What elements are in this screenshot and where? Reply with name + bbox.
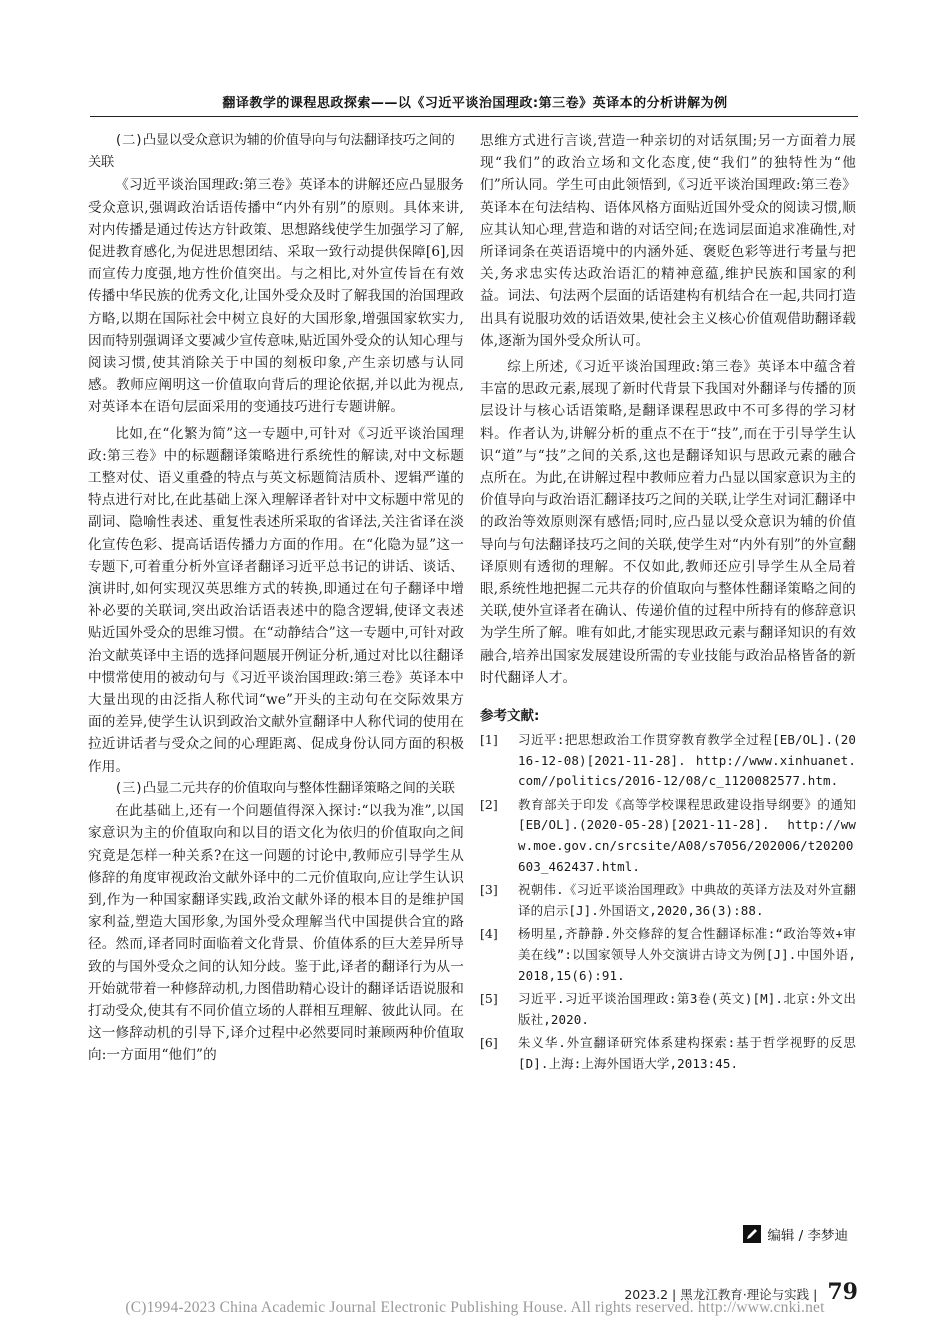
reference-list	[480, 730, 856, 1075]
right-column	[480, 130, 856, 1075]
reference-text: 朱义华.外宣翻译研究体系建构探索:基于哲学视野的反思[D].上海:上海外国语大学,2013:45.	[518, 1035, 856, 1071]
section-heading-3: (三)凸显二元共存的价值取向与整体性翻译策略之间的关联	[114, 780, 455, 796]
editor-name: 编辑 / 李梦迪	[767, 1228, 848, 1244]
reference-number: [4]	[480, 926, 498, 942]
reference-item	[480, 989, 856, 1030]
header-rule	[90, 116, 858, 117]
left-column	[88, 130, 464, 1067]
reference-text: 习近平:把思想政治工作贯穿教育教学全过程[EB/OL].(2016-12-08)[2021-11-28]. http://www.xinhuanet.com//politics/2016-12/08/c_1120082577.htm.	[518, 732, 856, 789]
paragraph: 比如,在“化繁为简”这一专题中,可针对《习近平谈治国理政:第三卷》中的标题翻译策略进行系统性的解读,对中文标题工整对仗、语义重叠的特点与英文标题简洁质朴、逻辑严谨的特点进行对比,在此基础上深入理解译者针对中文标题中常见的副词、隐喻性表述、重复性表述所采取的省译法,关注省译在淡化宣传色彩、提高话语传播力方面的作用。在“化隐为显”这一专题下,可着重分析外宣译者翻译习近平总书记的讲话、谈话、演讲时,如何实现汉英思维方式的转换,即通过在句子翻译中增补必要的关联词,突出政治话语表述中的隐含逻辑,使译文表述贴近国外受众的思维习惯。在“动静结合”这一专题中,可针对政治文献英译中主语的选择问题展开例证分析,通过对比以往翻译中惯常使用的被动句与《习近平谈治国理政:第三卷》英译本中大量出现的由泛指人称代词“we”开头的主动句在交际效果方面的差异,使学生认识到政治文献外宣翻译中人称代词的使用在拉近讲话者与受众之间的心理距离、促成身份认同方面的积极作用。	[88, 425, 465, 775]
reference-number: [2]	[480, 796, 498, 812]
conclusion-paragraph: 综上所述,《习近平谈治国理政:第三卷》英译本中蕴含着丰富的思政元素,展现了新时代背景下我国对外翻译与传播的顶层设计与核心话语策略,是翻译课程思政中不可多得的学习材料。作者认为,讲解分析的重点不在于“技”,而在于引导学生认识“道”与“技”之间的关系,这也是翻译知识与思政元素的融合点所在。为此,在讲解过程中教师应着力凸显以国家意识为主的价值导向与政治语汇翻译技巧之间的关联,让学生对词汇翻译中的政治等效原则深有感悟;同时,应凸显以受众意识为辅的价值导向与句法翻译技巧之间的关联,使学生对“内外有别”的外宣翻译原则有透彻的理解。不仅如此,教师还应引导学生从全局着眼,系统性地把握二元共存的价值取向与整体性翻译策略之间的关联,使外宣译者在确认、传递价值的过程中所持有的修辞意识为学生所了解。唯有如此,才能实现思政元素与翻译知识的有效融合,培养出国家发展建设所需的专业技能与政治品格皆备的新时代翻译人才。	[480, 359, 857, 686]
paragraph: 在此基础上,还有一个问题值得深入探讨:“以我为准”,以国家意识为主的价值取向和以目的语文化为依归的价值取向之间究竟是怎样一种关系?在这一问题的讨论中,教师应引导学生从修辞的角度审视政治文献外译中的二元价值取向,应让学生认识到,作为一种国家翻译实践,政治文献外译的根本目的是维护国家利益,塑造大国形象,为国外受众理解当代中国提供合宜的路径。然而,译者同时面临着文化背景、价值体系的巨大差异所导致的与国外受众之间的认知分歧。鉴于此,译者的翻译行为从一开始就带着一种修辞动机,力图借助精心设计的翻译话语说服和打动受众,使其有不同价值立场的人群相互理解、彼此认同。在这一修辞动机的引导下,译介过程中必然要同时兼顾两种价值取向:一方面用“他们”的	[88, 803, 464, 1064]
reference-number: [1]	[480, 732, 498, 748]
reference-text: 教育部关于印发《高等学校课程思政建设指导纲要》的通知[EB/OL].(2020-05-28)[2021-11-28]. http://www.moe.gov.cn/srcsite/A08/s7056/202006/t20200603_462437.html.	[518, 796, 856, 874]
reference-item	[480, 880, 856, 921]
copyright-watermark: (C)1994-2023 China Academic Journal Electronic Publishing House. All rights reserved. http://www.cnki.net	[125, 1299, 825, 1316]
journal-info: 2023.2 | 黑龙江教育·理论与实践 |	[624, 1287, 818, 1302]
section-heading-2: (二)凸显以受众意识为辅的价值导向与句法翻译技巧之间的关联	[88, 133, 455, 171]
reference-text: 祝朝伟.《习近平谈治国理政》中典故的英译方法及对外宣翻译的启示[J].外国语文,2020,36(3):88.	[518, 882, 856, 918]
reference-item	[480, 1033, 856, 1074]
page-number: 79	[827, 1279, 858, 1305]
reference-number: [5]	[480, 991, 498, 1007]
reference-item	[480, 730, 856, 792]
reference-item	[480, 795, 856, 877]
reference-number: [6]	[480, 1035, 498, 1051]
editor-credit	[743, 1224, 848, 1244]
paragraph-continued: 思维方式进行言谈,营造一种亲切的对话氛围;另一方面着力展现“我们”的政治立场和文化态度,使“我们”的独特性为“他们”所认同。学生可由此领悟到,《习近平谈治国理政:第三卷》英译本在句法结构、语体风格方面贴近国外受众的阅读习惯,顺应其认知心理,营造和谐的对话空间;在选词层面追求准确性,对所译词条在英语语境中的内涵外延、褒贬色彩等进行考量与把关,务求忠实传达政治语汇的精神意蕴,维护民族和国家的利益。词法、句法两个层面的话语建构有机结合在一起,共同打造出具有说服功效的话语效果,使社会主义核心价值观借助翻译载体,逐渐为国外受众所认可。	[480, 133, 856, 349]
reference-number: [3]	[480, 882, 498, 898]
references-title: 参考文献:	[480, 708, 540, 725]
pen-icon	[743, 1225, 761, 1243]
paragraph: 《习近平谈治国理政:第三卷》英译本的讲解还应凸显服务受众意识,强调政治话语传播中“内外有别”的原则。具体来讲,对内传播是通过传达方针政策、思想路线使学生加强学习了解,促进教育感化,为促进思想团结、采取一致行动提供保障[6],因而宣传力度强,地方性价值突出。与之相比,对外宣传旨在有效传播中华民族的优秀文化,让国外受众及时了解我国的治国理政方略,以期在国际社会中树立良好的大国形象,增强国家软实力,因而特别强调译文要减少宣传意味,贴近国外受众的认知心理与阅读习惯,使其消除关于中国的刻板印象,产生亲切感与认同感。教师应阐明这一价值取向背后的理论依据,并以此为视点,对英译本在语句层面采用的变通技巧进行专题讲解。	[88, 177, 464, 416]
reference-text: 杨明星,齐静静.外交修辞的复合性翻译标准:“政治等效+审美在线”:以国家领导人外交演讲古诗文为例[J].中国外语,2018,15(6):91.	[518, 926, 856, 983]
running-title: 翻译教学的课程思政探索——以《习近平谈治国理政:第三卷》英译本的分析讲解为例	[222, 96, 728, 111]
reference-item	[480, 924, 856, 986]
reference-text: 习近平.习近平谈治国理政:第3卷(英文)[M].北京:外文出版社,2020.	[518, 991, 856, 1027]
